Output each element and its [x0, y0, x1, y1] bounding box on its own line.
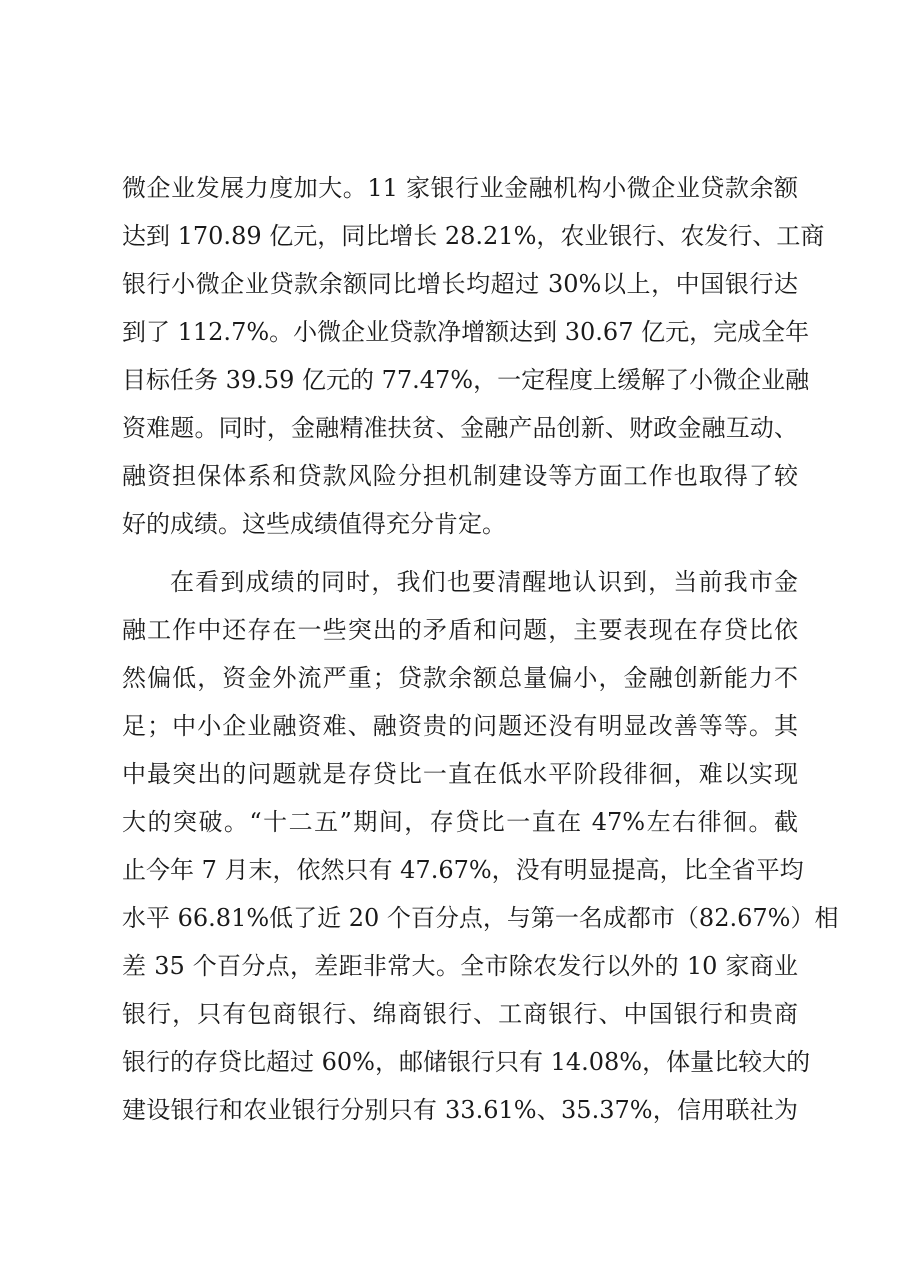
paragraph-1 [122, 164, 825, 548]
text-line: 大的突破。“十二五”期间，存贷比一直在 47%左右徘徊。截 [122, 808, 798, 836]
paragraph-spacer [122, 548, 798, 558]
text-line: 银行的存贷比超过 60%，邮储银行只有 14.08%，体量比较大的 [122, 1048, 811, 1076]
text-line: 银行，只有包商银行、绵商银行、工商银行、中国银行和贵商 [122, 1000, 798, 1028]
text-line: 资难题。同时，金融精准扶贫、金融产品创新、财政金融互动、 [122, 414, 798, 442]
paragraph-2 [122, 558, 839, 1134]
text-line: 足；中小企业融资难、融资贵的问题还没有明显改善等等。其 [122, 712, 798, 740]
text-line: 好的成绩。这些成绩值得充分肯定。 [122, 510, 506, 538]
text-line: 微企业发展力度加大。11 家银行业金融机构小微企业贷款余额 [122, 174, 798, 202]
text-line: 建设银行和农业银行分别只有 33.61%、35.37%，信用联社为 [122, 1096, 798, 1124]
text-line: 到了 112.7%。小微企业贷款净增额达到 30.67 亿元，完成全年 [122, 318, 810, 346]
document-body [122, 164, 839, 1134]
text-line: 在看到成绩的同时，我们也要清醒地认识到，当前我市金 [170, 568, 798, 596]
text-line: 然偏低，资金外流严重；贷款余额总量偏小，金融创新能力不 [122, 664, 798, 692]
text-line: 融工作中还存在一些突出的矛盾和问题，主要表现在存贷比依 [122, 616, 798, 644]
text-line: 达到 170.89 亿元，同比增长 28.21%，农业银行、农发行、工商 [122, 222, 825, 250]
text-line: 差 35 个百分点，差距非常大。全市除农发行以外的 10 家商业 [122, 952, 798, 980]
text-line: 目标任务 39.59 亿元的 77.47%，一定程度上缓解了小微企业融 [122, 366, 810, 394]
text-line: 融资担保体系和贷款风险分担机制建设等方面工作也取得了较 [122, 462, 798, 490]
text-line: 银行小微企业贷款余额同比增长均超过 30%以上，中国银行达 [122, 270, 798, 298]
text-line: 中最突出的问题就是存贷比一直在低水平阶段徘徊，难以实现 [122, 760, 798, 788]
text-line: 止今年 7 月末，依然只有 47.67%，没有明显提高，比全省平均 [122, 856, 804, 884]
text-line: 水平 66.81%低了近 20 个百分点，与第一名成都市（82.67%）相 [122, 904, 839, 932]
